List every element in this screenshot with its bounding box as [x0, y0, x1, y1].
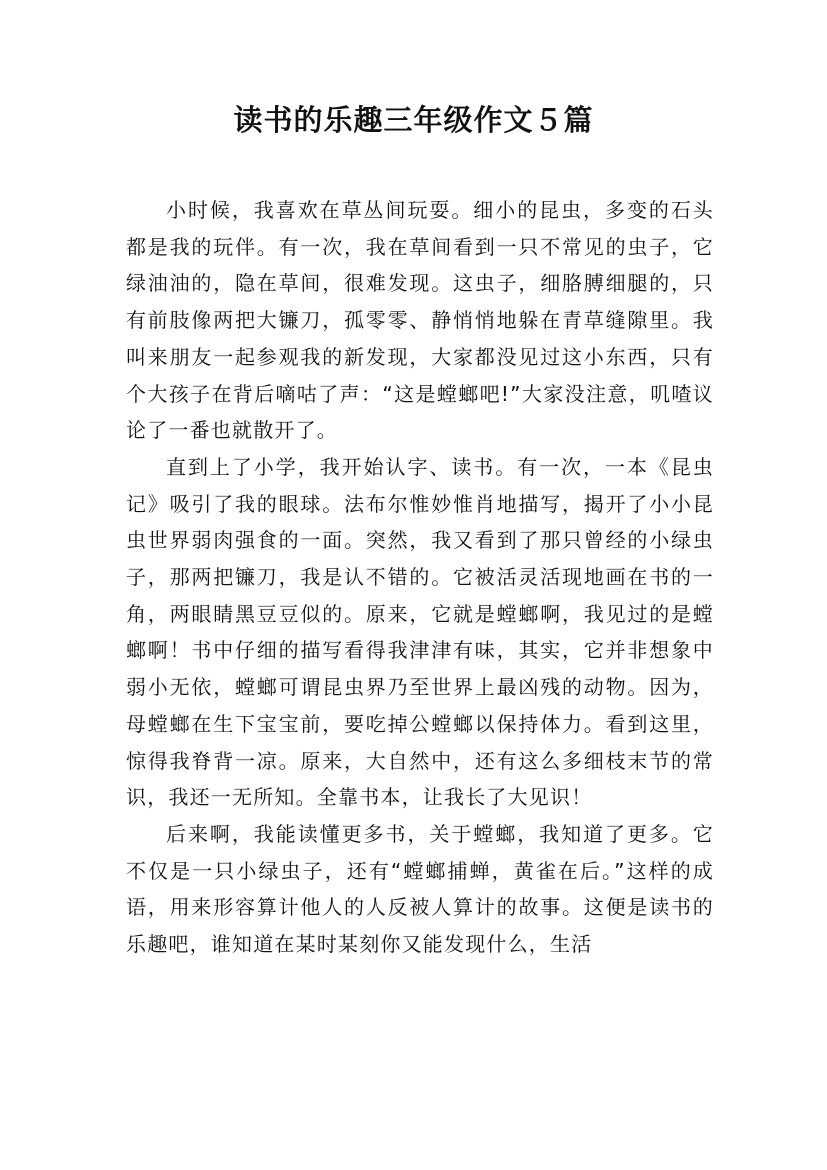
page-title: 读书的乐趣三年级作文５篇 [233, 103, 594, 137]
paragraph-1: 小时候，我喜欢在草丛间玩耍。细小的昆虫，多变的石头都是我的玩伴。有一次，我在草间看到一只不常见的虫子，它绿油油的，隐在草间，很难发现。这虫子，细胳膊细腿的，只有前肢像两把大镰刀，孤零零、静悄悄地躲在青草缝隙里。我叫来朋友一起参观我的新发现，大家都没见过这小东西，只有个大孩子在背后嘀咕了声：“这是螳螂吧!”大家没注意，叽喳议论了一番也就散开了。 [126, 198, 714, 443]
paragraph-3: 后来啊，我能读懂更多书，关于螳螂，我知道了更多。它不仅是一只小绿虫子，还有“螳螂捕蝉，黄雀在后。”这样的成语，用来形容算计他人的人反被人算计的故事。这便是读书的乐趣吧，谁知道在某时某刻你又能发现什么，生活 [126, 821, 714, 957]
article-body [126, 192, 714, 963]
paragraph-2: 直到上了小学，我开始认字、读书。有一次，一本《昆虫记》吸引了我的眼球。法布尔惟妙惟肖地描写，揭开了小小昆虫世界弱肉强食的一面。突然，我又看到了那只曾经的小绿虫子，那两把镰刀，我是认不错的。它被活灵活现地画在书的一角，两眼睛黑豆豆似的。原来，它就是螳螂啊，我见过的是螳螂啊！书中仔细的描写看得我津津有味，其实，它并非想象中弱小无依，螳螂可谓昆虫界乃至世界上最凶残的动物。因为，母螳螂在生下宝宝前，要吃掉公螳螂以保持体力。看到这里，惊得我脊背一凉。原来，大自然中，还有这么多细枝末节的常识，我还一无所知。全靠书本，让我长了大见识！ [126, 454, 714, 810]
